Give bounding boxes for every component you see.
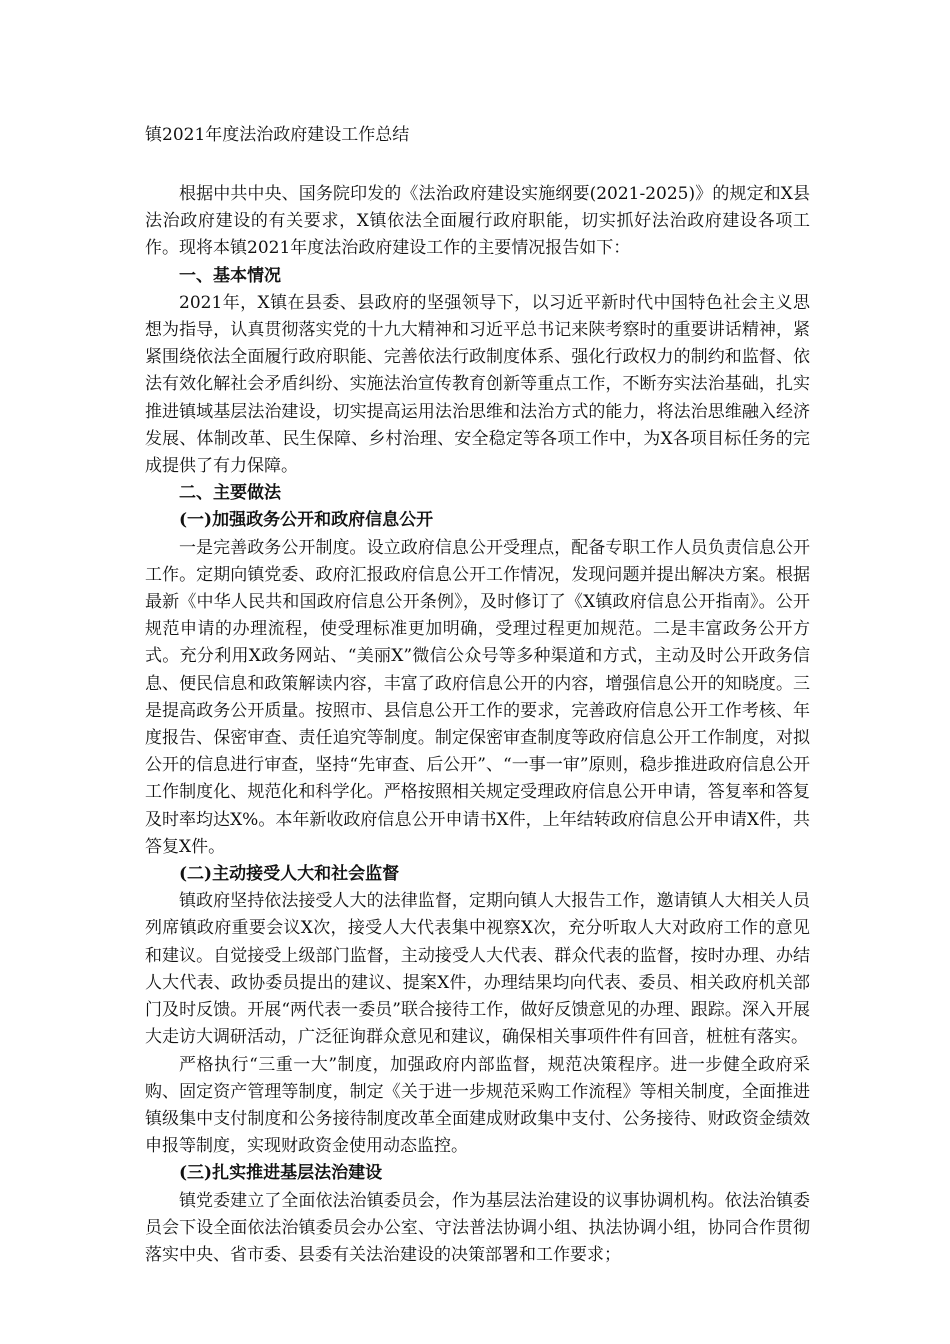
subsection-heading-2: (二)主动接受人大和社会监督 bbox=[179, 864, 400, 885]
section-heading-practices: 二、主要做法 bbox=[179, 483, 281, 504]
grassroots-paragraph: 镇党委建立了全面依法治镇委员会，作为基层法治建设的议事协调机构。依法治镇委员会下设全面依法治镇委员会办公室、守法普法协调小组、执法协调小组，协同合作贯彻落实中央、省市委、县委有关法治建设的决策部署和工作要求； bbox=[145, 1190, 810, 1265]
disclosure-paragraph: 一是完善政务公开制度。设立政府信息公开受理点，配备专职工作人员负责信息公开工作。定期向镇党委、政府汇报政府信息公开工作情况，发现问题并提出解决方案。根据最新《中华人民共和国政府信息公开条例》，及时修订了《X镇政府信息公开指南》。公开规范申请的办理流程，使受理标准更加明确，受理过程更加规范。二是丰富政务公开方式。充分利用X政务网站、“美丽X”微信公众号等多种渠道和方式，主动及时公开政务信息、便民信息和政策解读内容，丰富了政府信息公开的内容，增强信息公开的知晓度。三是提高政务公开质量。按照市、县信息公开工作的要求，完善政府信息公开工作考核、年度报告、保密审查、责任追究等制度。制定保密审查制度等政府信息公开工作制度，对拟公开的信息进行审查，坚持“先审查、后公开”、“一事一审”原则，稳步推进政府信息公开工作制度化、规范化和科学化。严格按照相关规定受理政府信息公开申请，答复率和答复及时率均达X%。本年新收政府信息公开申请书X件，上年结转政府信息公开申请X件，共答复X件。 bbox=[145, 537, 810, 857]
supervision-paragraph: 镇政府坚持依法接受人大的法律监督，定期向镇人大报告工作，邀请镇人大相关人员列席镇政府重要会议X次，接受人大代表集中视察X次，充分听取人大对政府工作的意见和建议。自觉接受上级部门监督，主动接受人大代表、群众代表的监督，按时办理、办结人大代表、政协委员提出的建议、提案X件，办理结果均向代表、委员、相关政府机关部门及时反馈。开展“两代表一委员”联合接待工作，做好反馈意见的办理、跟踪。深入开展大走访大调研活动，广泛征询群众意见和建议，确保相关事项件件有回音，桩桩有落实。 bbox=[145, 891, 810, 1048]
subsection-heading-3: (三)扎实推进基层法治建设 bbox=[179, 1163, 383, 1184]
section-heading-basic: 一、基本情况 bbox=[179, 265, 281, 286]
intro-paragraph: 根据中共中央、国务院印发的《法治政府建设实施纲要(2021-2025)》的规定和X县法治政府建设的有关要求，X镇依法全面履行政府职能，切实抓好法治政府建设各项工作。现将本镇2021年度法治政府建设工作的主要情况报告如下： bbox=[145, 184, 810, 259]
subsection-heading-1: (一)加强政务公开和政府信息公开 bbox=[179, 510, 434, 531]
basic-situation-paragraph: 2021年，X镇在县委、县政府的坚强领导下，以习近平新时代中国特色社会主义思想为指导，认真贯彻落实党的十九大精神和习近平总书记来陕考察时的重要讲话精神，紧紧围绕依法全面履行政府职能、完善依法行政制度体系、强化行政权力的制约和监督、依法有效化解社会矛盾纠纷、实施法治宣传教育创新等重点工作，不断夯实法治基础，扎实推进镇域基层法治建设，切实提高运用法治思维和法治方式的能力，将法治思维融入经济发展、体制改革、民生保障、乡村治理、安全稳定等各项工作中，为X各项目标任务的完成提供了有力保障。 bbox=[145, 292, 810, 477]
document-page bbox=[145, 120, 810, 1269]
internal-oversight-paragraph: 严格执行“三重一大”制度，加强政府内部监督，规范决策程序。进一步健全政府采购、固定资产管理等制度，制定《关于进一步规范采购工作流程》等相关制度，全面推进镇级集中支付制度和公务接待制度改革全面建成财政集中支付、公务接待、财政资金绩效申报等制度，实现财政资金使用动态监控。 bbox=[145, 1054, 810, 1157]
document-title: 镇2021年度法治政府建设工作总结 bbox=[145, 125, 410, 145]
